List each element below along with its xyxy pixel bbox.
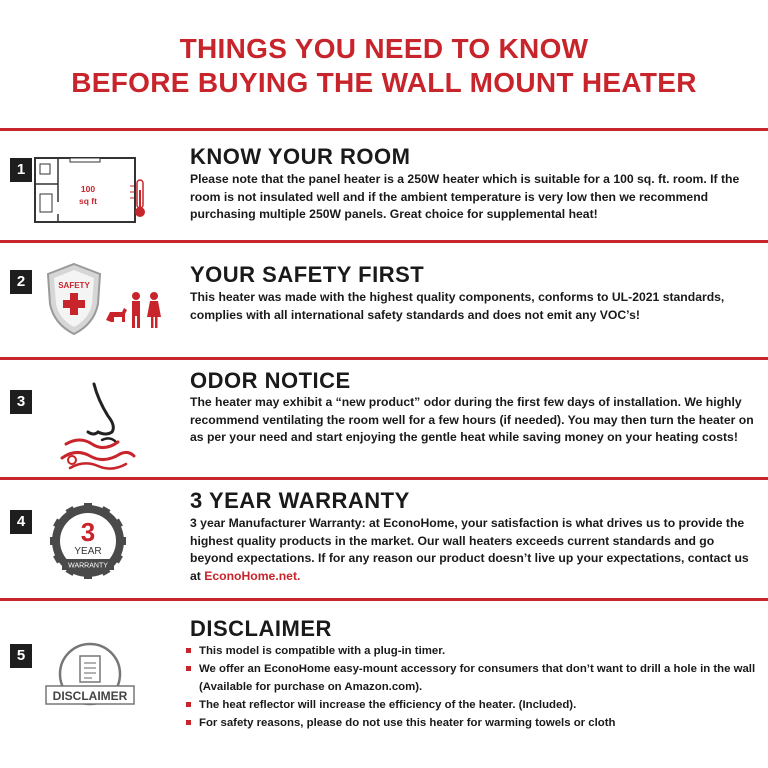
room-size-label-top: 100 — [80, 184, 96, 194]
section-number-3: 3 — [10, 390, 32, 414]
room-size-label-bottom: sq ft — [79, 196, 97, 206]
badge-year: YEAR — [74, 546, 102, 557]
section-body-safety: This heater was made with the highest quality components, conforms to UL-2021 standards, complies with all international safety standards and does not emit any VOC’s! — [190, 290, 725, 322]
nose-odor-icon — [58, 380, 148, 480]
disclaimer-list — [185, 642, 760, 732]
bullet-icon — [186, 702, 191, 707]
bullet-icon — [186, 720, 191, 725]
badge-number: 3 — [80, 517, 96, 547]
section-body-odor: The heater may exhibit a “new product” odor during the first few days of installation. We highly recommend ventilating the room well for a few hours (if needed). You may then turn the heater on as per your need and start enjoying the gentle heat while saving money on your heating costs! — [190, 395, 754, 444]
list-item: We offer an EconoHome easy-mount accessory for consumers that don’t want to drill a hole in the wall (Available for purchase on Amazon.com). — [185, 660, 760, 696]
section-number-5: 5 — [10, 644, 32, 668]
section-body-room: Please note that the panel heater is a 250W heater which is suitable for a 100 sq. ft. room. If the room is not insulated well and if the ambient temperature is very low then we recommend purchasing multiple 250W panels. Great choice for supplemental heat! — [190, 172, 740, 221]
thermometer-icon — [130, 180, 145, 217]
section-number-2: 2 — [10, 270, 32, 294]
badge-ribbon: WARRANTY — [68, 562, 108, 570]
section-heading-room: KNOW YOUR ROOM — [190, 144, 411, 169]
disclaimer-icon-label: DISCLAIMER — [52, 689, 128, 703]
section-divider — [0, 357, 768, 360]
safety-label: SAFETY — [58, 281, 90, 290]
warranty-badge-icon — [50, 503, 126, 584]
section-heading-disclaimer: DISCLAIMER — [190, 616, 332, 641]
section-divider — [0, 598, 768, 601]
section-divider — [0, 128, 768, 131]
list-item: For safety reasons, please do not use this heater for warming towels or cloth — [185, 714, 760, 732]
list-item: This model is compatible with a plug-in timer. — [185, 642, 760, 660]
section-body-warranty — [190, 515, 755, 585]
econohome-link[interactable]: EconoHome.net. — [204, 568, 301, 583]
page-title-line-2: BEFORE BUYING THE WALL MOUNT HEATER — [71, 67, 697, 98]
section-heading-warranty: 3 YEAR WARRANTY — [190, 488, 410, 513]
section-number-1: 1 — [10, 158, 32, 182]
section-divider — [0, 240, 768, 243]
disclaimer-document-icon — [44, 640, 136, 721]
section-divider — [0, 477, 768, 480]
bullet-icon — [186, 648, 191, 653]
section-number-4: 4 — [10, 510, 32, 534]
section-heading-safety: YOUR SAFETY FIRST — [190, 262, 425, 287]
list-item: The heat reflector will increase the efficiency of the heater. (Included). — [185, 696, 760, 714]
bullet-icon — [186, 666, 191, 671]
family-icon — [106, 292, 161, 328]
floor-plan-icon — [30, 152, 160, 237]
warranty-text: 3 year Manufacturer Warranty: at EconoHome, your satisfaction is what drives us to provide the highest quality products in the market. Our wall heaters exceeds current standards and go beyond expectations. If for any reason our product doesn’t live up your expectations, contact us at — [190, 516, 749, 583]
page-title-line-1: THINGS YOU NEED TO KNOW — [179, 33, 589, 64]
safety-shield-icon — [44, 258, 174, 343]
section-heading-odor: ODOR NOTICE — [190, 368, 351, 393]
